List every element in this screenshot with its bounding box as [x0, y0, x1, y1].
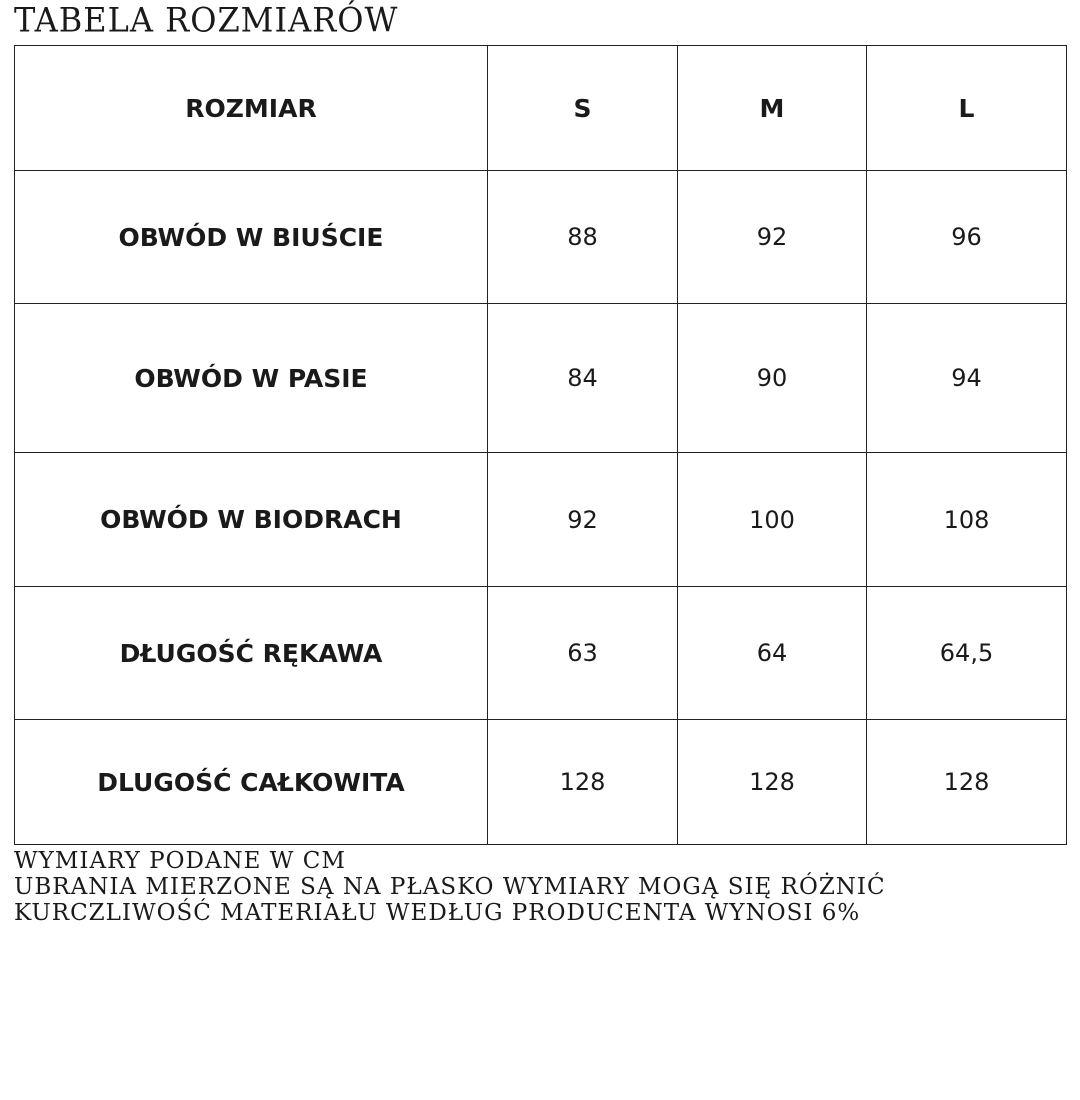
header-cell-m: M [678, 46, 867, 171]
table-cell: 100 [678, 453, 867, 587]
table-row [15, 587, 1067, 720]
table-cell: 128 [488, 720, 678, 845]
page-title: TABELA ROZMIARÓW [14, 0, 399, 40]
size-notes [14, 848, 886, 926]
table-cell: 63 [488, 587, 678, 720]
row-label: OBWÓD W BIUŚCIE [15, 171, 488, 304]
header-cell-l: L [867, 46, 1067, 171]
table-cell: 64,5 [867, 587, 1067, 720]
table-cell: 84 [488, 304, 678, 453]
table-row [15, 304, 1067, 453]
header-cell-rozmiar: ROZMIAR [15, 46, 488, 171]
row-label: DLUGOŚĆ CAŁKOWITA [15, 720, 488, 845]
table-cell: 88 [488, 171, 678, 304]
table-cell: 92 [678, 171, 867, 304]
table-cell: 128 [678, 720, 867, 845]
table-row [15, 171, 1067, 304]
table-cell: 96 [867, 171, 1067, 304]
header-cell-s: S [488, 46, 678, 171]
table-row [15, 720, 1067, 845]
table-cell: 64 [678, 587, 867, 720]
row-label: OBWÓD W PASIE [15, 304, 488, 453]
row-label: OBWÓD W BIODRACH [15, 453, 488, 587]
table-header-row [15, 46, 1067, 171]
table-row [15, 453, 1067, 587]
table-cell: 94 [867, 304, 1067, 453]
note-measurement: UBRANIA MIERZONE SĄ NA PŁASKO WYMIARY MOGĄ SIĘ RÓŻNIĆ [14, 874, 886, 900]
row-label: DŁUGOŚĆ RĘKAWA [15, 587, 488, 720]
size-table [14, 45, 1067, 845]
table-cell: 90 [678, 304, 867, 453]
table-cell: 128 [867, 720, 1067, 845]
note-shrinkage: KURCZLIWOŚĆ MATERIAŁU WEDŁUG PRODUCENTA WYNOSI 6% [14, 900, 861, 926]
note-units: WYMIARY PODANE W CM [14, 848, 346, 874]
table-cell: 108 [867, 453, 1067, 587]
table-cell: 92 [488, 453, 678, 587]
